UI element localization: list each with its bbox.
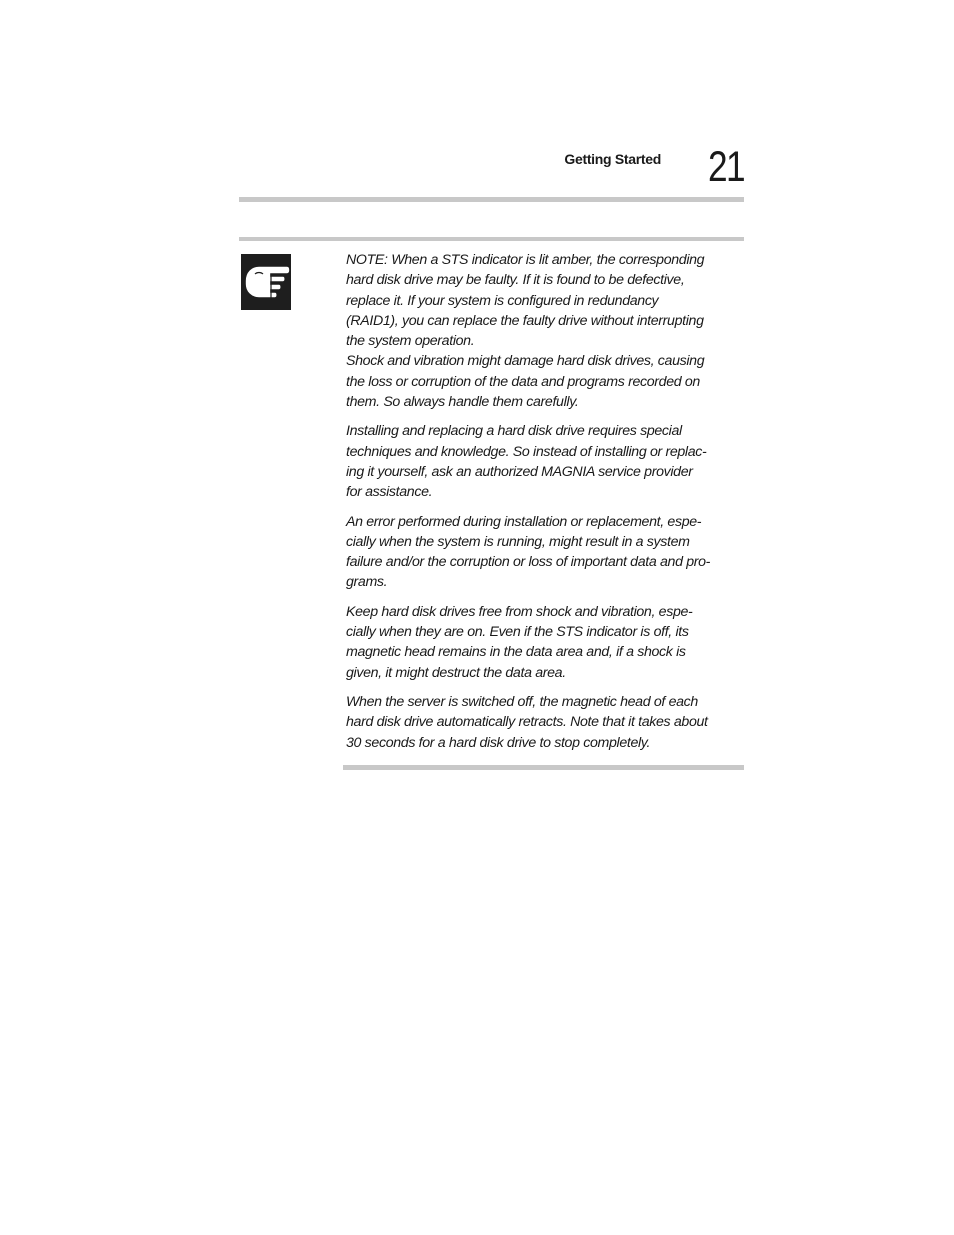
note-paragraph: Keep hard disk drives free from shock and vibration, espe- cially when they are on. Even if the STS indicator is off, its magnetic head remains in the data area and, if a shock is given, it might destruct the data area. — [346, 603, 693, 681]
note-top-rule — [239, 237, 744, 241]
note-paragraph: Shock and vibration might damage hard disk drives, causing the loss or corruption of the data and programs recorded on them. So always handle them carefully. — [346, 353, 705, 411]
note-body — [346, 250, 718, 762]
pointing-hand-icon — [241, 254, 291, 310]
note-paragraph: Installing and replacing a hard disk drive requires special techniques and knowledge. So instead of installing or replac- ing it yourself, ask an authorized MAGNIA service provider for assistance. — [346, 423, 707, 501]
note-paragraph: NOTE: When a STS indicator is lit amber, the corresponding hard disk drive may be faulty. If it is found to be defective, replace it. If your system is configured in redundancy (RAID1), you can replace the faulty drive without interrupting the system operation. — [346, 252, 705, 350]
page-number: 21 — [708, 143, 744, 191]
header-rule — [239, 197, 744, 202]
note-paragraph: When the server is switched off, the magnetic head of each hard disk drive automatically retracts. Note that it takes about 30 seconds for a hard disk drive to stop completely. — [346, 693, 708, 751]
section-title: Getting Started — [564, 151, 661, 167]
note-paragraph: An error performed during installation or replacement, espe- cially when the system is running, might result in a system failure and/or the corruption or loss of important data and pro- grams. — [346, 513, 711, 591]
note-bottom-rule — [343, 765, 744, 770]
